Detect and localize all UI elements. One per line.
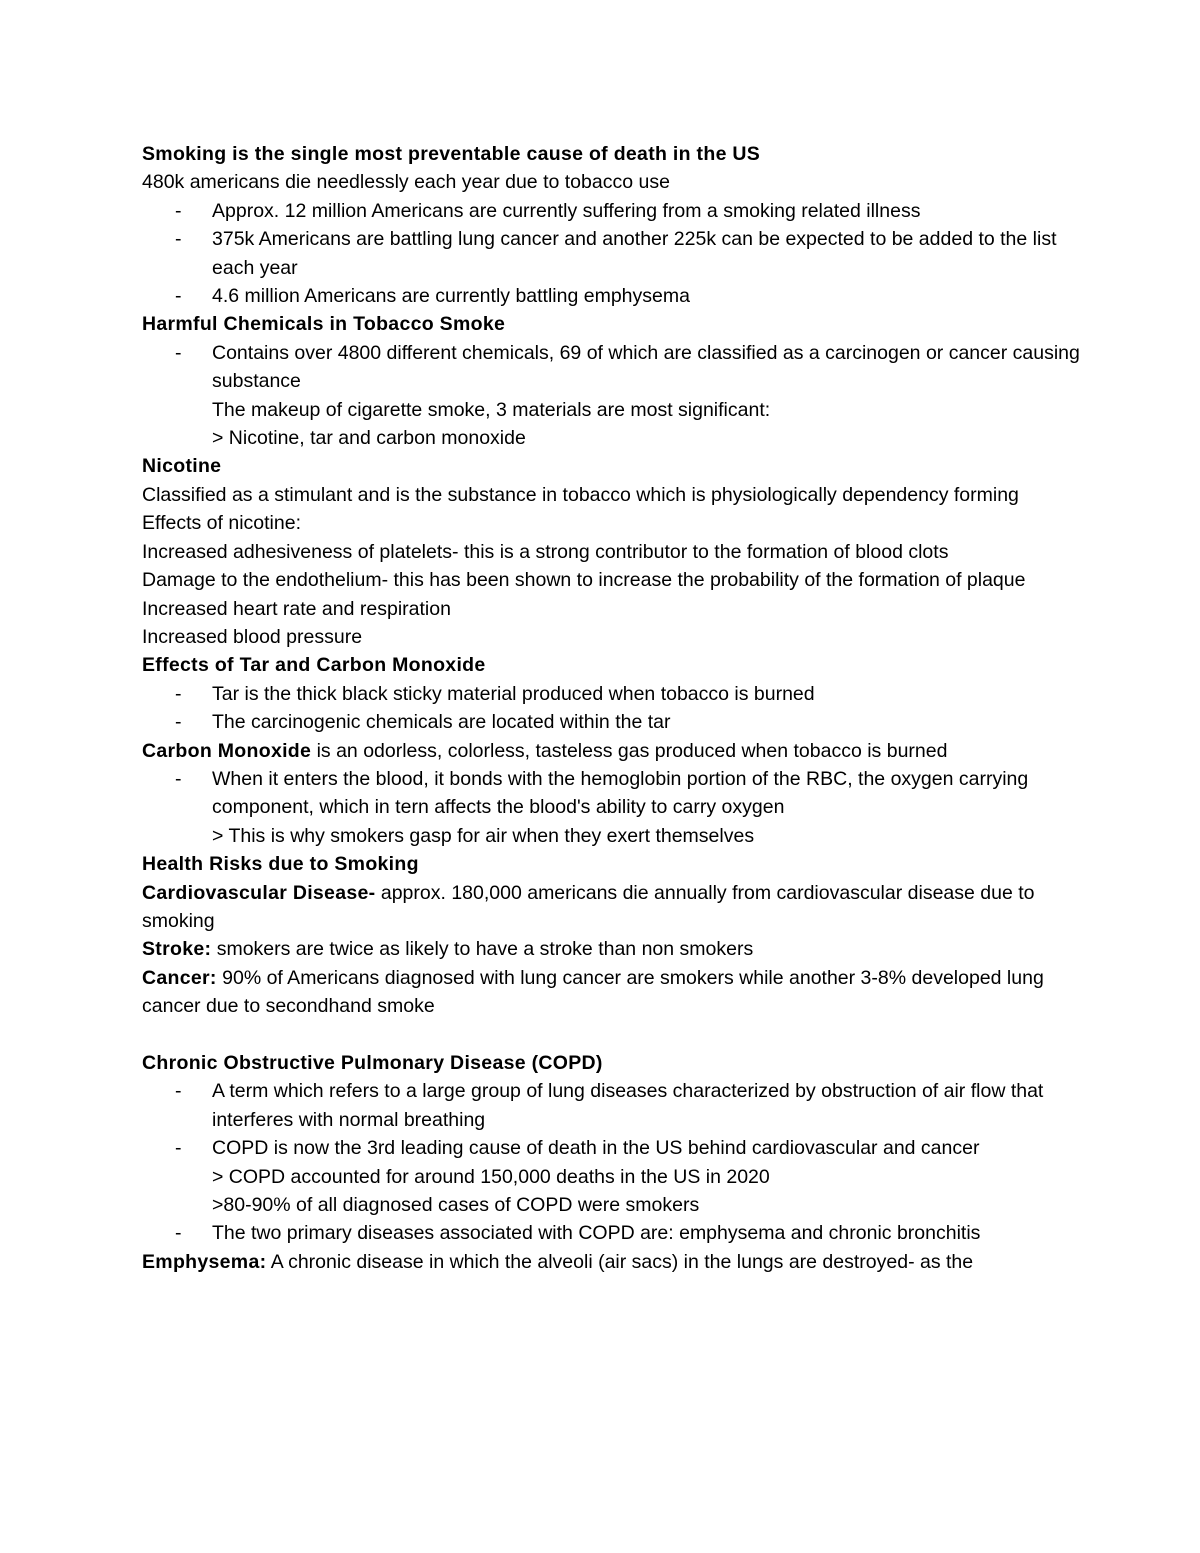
sub-line: > COPD accounted for around 150,000 deaths in the US in 2020 [212,1165,770,1188]
bullet-dash: - [175,1137,182,1160]
nicotine-line: Increased blood pressure [142,625,363,648]
term-carbon-monoxide: Carbon Monoxide [142,739,312,762]
nicotine-line: Classified as a stimulant and is the substance in tobacco which is physiologically dependency forming [142,483,1019,506]
nicotine-line: Increased heart rate and respiration [142,597,451,620]
bullet-dash: - [175,341,182,364]
carbon-monoxide-definition: Carbon Monoxide is an odorless, colorless, tasteless gas produced when tobacco is burned [142,739,948,762]
heading-copd: Chronic Obstructive Pulmonary Disease (COPD) [142,1051,603,1074]
bullet-dash: - [175,285,182,308]
bullet-dash: - [175,228,182,251]
sub-line: >80-90% of all diagnosed cases of COPD were smokers [212,1194,700,1217]
bullet-dash: - [175,1080,182,1103]
heading-preventable-cause: Smoking is the single most preventable cause of death in the US [142,143,761,165]
list-item: - 4.6 million Americans are currently battling emphysema [142,282,1082,310]
term-cancer: Cancer: [142,966,217,989]
nicotine-line: Increased adhesiveness of platelets- this is a strong contributor to the formation of blood clots [142,540,949,563]
list-item: - Approx. 12 million Americans are currently suffering from a smoking related illness [142,197,1082,225]
sub-line: > Nicotine, tar and carbon monoxide [212,427,526,450]
heading-nicotine: Nicotine [142,455,222,478]
nicotine-line: Damage to the endothelium- this has been shown to increase the probability of the formation of plaque [142,569,1026,592]
term-cardiovascular: Cardiovascular Disease- [142,881,376,904]
list-item: - COPD is now the 3rd leading cause of death in the US behind cardiovascular and cancer [142,1134,1082,1162]
sub-line: The makeup of cigarette smoke, 3 materials are most significant: [212,398,771,421]
bullet-dash: - [175,199,182,222]
term-stroke: Stroke: [142,938,212,961]
bullet-dash: - [175,767,182,790]
intro-lead: 480k americans die needlessly each year due to tobacco use [142,171,670,194]
list-item: - When it enters the blood, it bonds with the hemoglobin portion of the RBC, the oxygen carrying component, which in tern affects the blood's ability to carry oxygen [142,765,1082,822]
risk-item: Stroke: smokers are twice as likely to have a stroke than non smokers [142,938,754,961]
sub-line: > This is why smokers gasp for air when they exert themselves [212,824,755,847]
bullet-dash: - [175,1222,182,1245]
heading-tar-carbon-monoxide: Effects of Tar and Carbon Monoxide [142,654,486,677]
bullet-dash: - [175,711,182,734]
emphysema-definition: Emphysema: A chronic disease in which the alveoli (air sacs) in the lungs are destroyed- as the [142,1250,974,1273]
list-item: - 375k Americans are battling lung cancer and another 225k can be expected to be added to the list each year [142,225,1082,282]
list-item: - Contains over 4800 different chemicals, 69 of which are classified as a carcinogen or cancer causing substance [142,339,1082,396]
risk-item: Cancer: 90% of Americans diagnosed with lung cancer are smokers while another 3-8% developed lung cancer due to secondhand smoke [142,966,1044,1018]
term-emphysema: Emphysema: [142,1250,267,1273]
bullet-dash: - [175,682,182,705]
list-item: - The carcinogenic chemicals are located within the tar [142,708,1082,736]
paragraph-gap [142,1021,1082,1049]
list-item: - The two primary diseases associated with COPD are: emphysema and chronic bronchitis [142,1219,1082,1247]
heading-health-risks: Health Risks due to Smoking [142,853,419,876]
nicotine-line: Effects of nicotine: [142,512,301,535]
risk-item: Cardiovascular Disease- approx. 180,000 americans die annually from cardiovascular disease due to smoking [142,881,1035,932]
list-item: - Tar is the thick black sticky material produced when tobacco is burned [142,680,1082,708]
document-body [142,140,1082,1276]
list-item: - A term which refers to a large group of lung diseases characterized by obstruction of air flow that interferes with normal breathing [142,1077,1082,1134]
heading-harmful-chemicals: Harmful Chemicals in Tobacco Smoke [142,313,506,336]
